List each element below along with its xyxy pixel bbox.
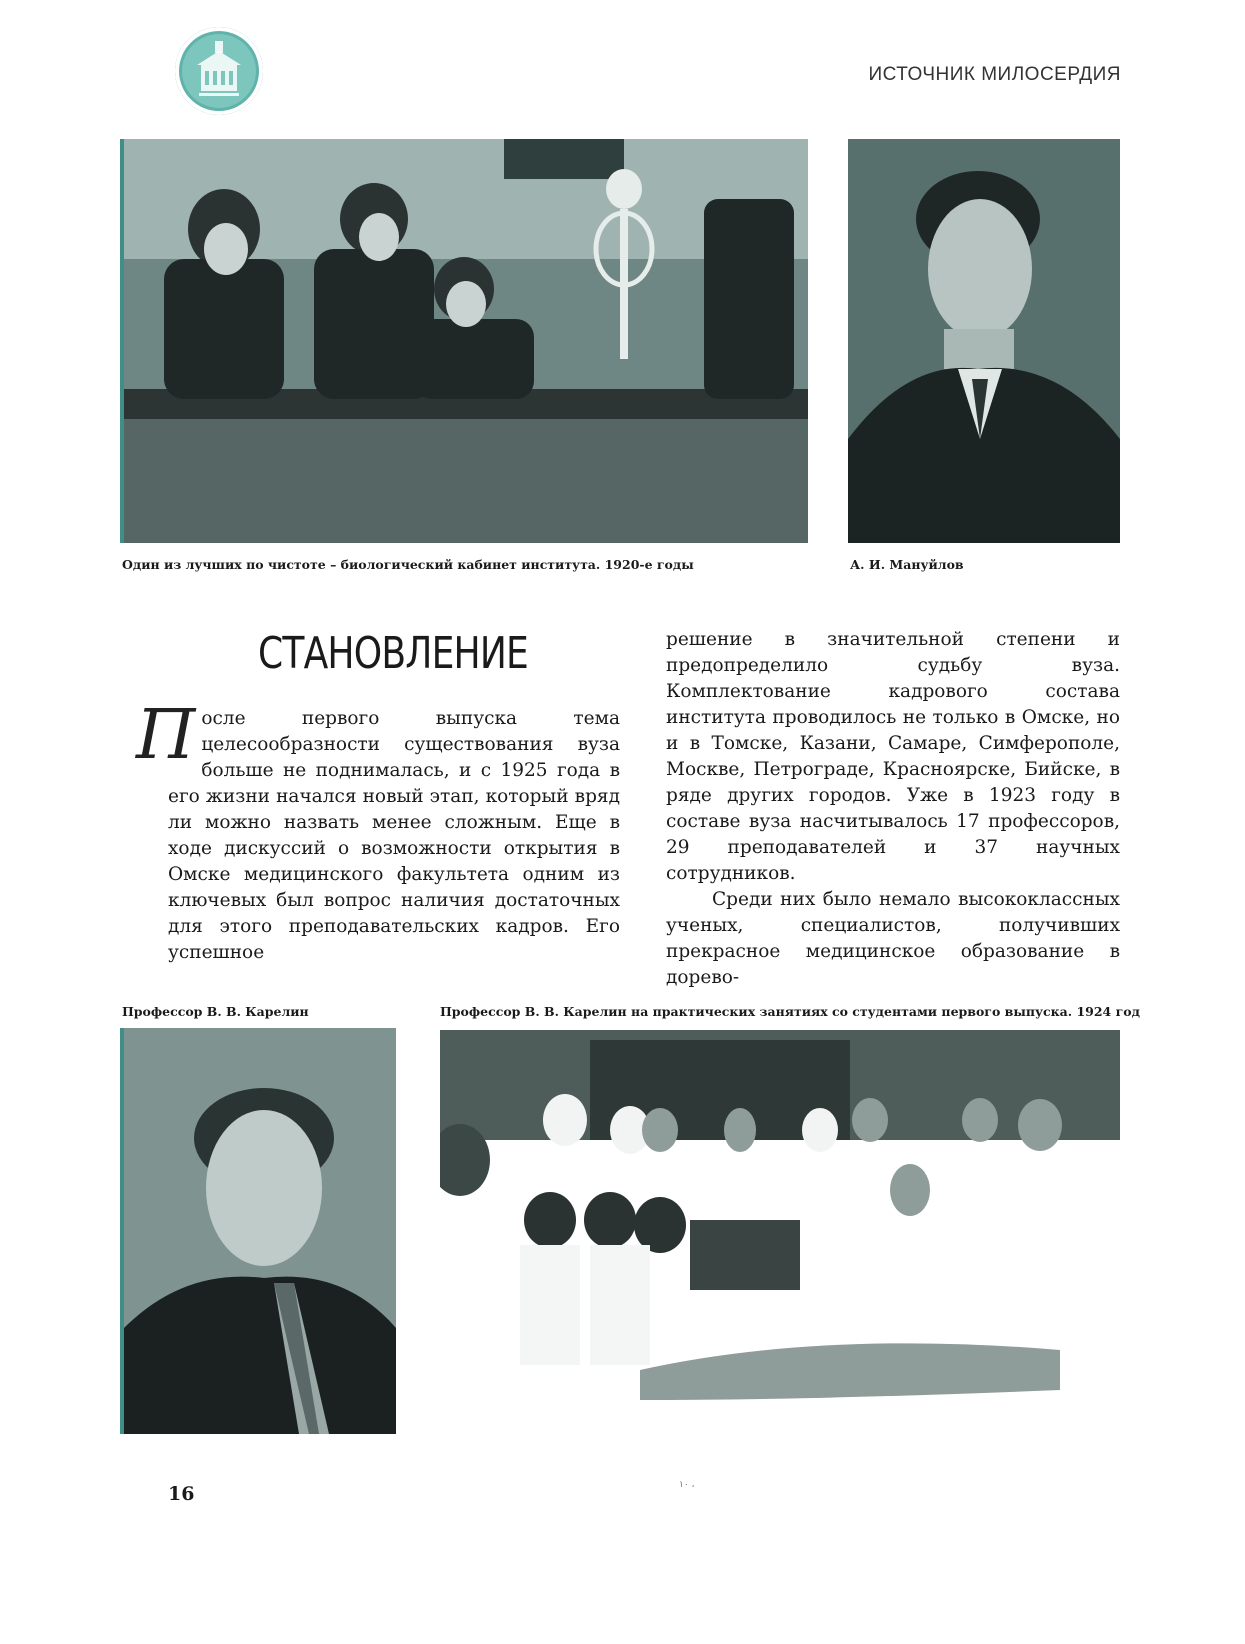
stray-print-mark: ۱۰ ، [679, 1480, 695, 1490]
running-head: ИСТОЧНИК МИЛОСЕРДИЯ [868, 64, 1121, 85]
page-number: 16 [168, 1483, 195, 1505]
paragraph-opening-text: осле первого выпуска тема целесообразности существования вуза больше не поднималась, и с 1925 года в его жизни начался новый этап, который вряд ли можно назвать менее сложным. Еще в ходе дискуссий о возможности открытия в Омске медицинского факультета одним из ключевых был вопрос наличия достаточных для этого преподавательских кадров. Его успешное [168, 708, 620, 963]
photo-biology-lab [120, 139, 808, 543]
article-column-right [666, 627, 1120, 991]
paragraph-opening [136, 696, 620, 966]
caption-manuilov: А. И. Мануйлов [850, 557, 964, 572]
caption-biology-lab: Один из лучших по чистоте – биологический кабинет института. 1920-е годы [122, 557, 694, 572]
university-building-emblem-icon [175, 27, 263, 115]
photo-karelin-portrait [120, 1028, 396, 1434]
article-heading: СТАНОВЛЕНИЕ [257, 628, 529, 679]
paragraph-second: Среди них было немало высококлассных ученых, специалистов, получивших прекрасное медицинское образование в дорево- [666, 889, 1120, 988]
paragraph-continuation: решение в значительной степени и предопределило судьбу вуза. Комплектование кадрового состава института проводилось не только в Омске, но и в Томске, Казани, Самаре, Симферополе, Москве, Петрограде, Красноярске, Бийске, в ряде других городов. Уже в 1923 году в составе вуза насчитывалось 17 профессоров, 29 преподавателей и 37 научных сотрудников. [666, 629, 1120, 884]
logo [175, 27, 263, 115]
article-column-left [136, 696, 620, 966]
photo-practice-session [440, 1030, 1120, 1438]
photo-manuilov-portrait [848, 139, 1120, 543]
dropcap: П [136, 696, 196, 775]
caption-practice-session: Профессор В. В. Карелин на практических занятиях со студентами первого выпуска. 1924 год [440, 1004, 1140, 1019]
caption-karelin: Профессор В. В. Карелин [122, 1004, 309, 1019]
